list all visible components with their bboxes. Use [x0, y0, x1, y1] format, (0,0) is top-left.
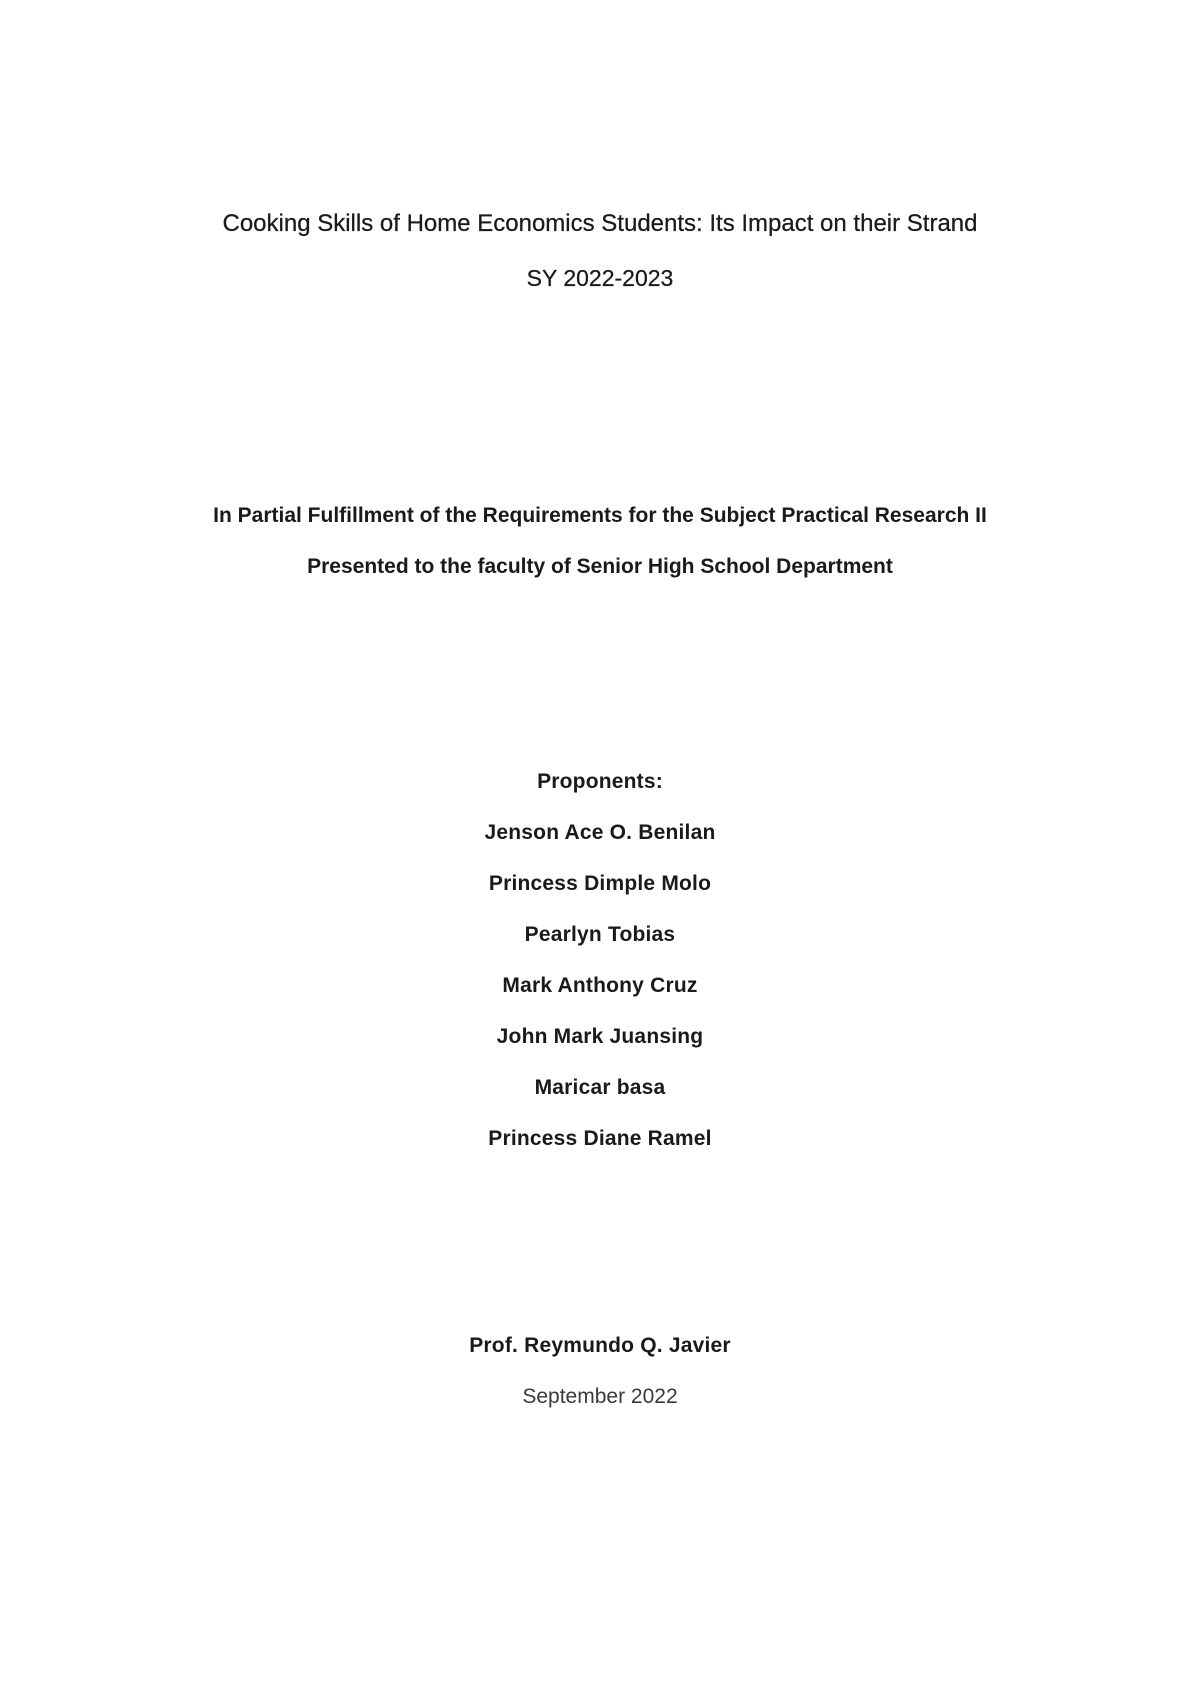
requirement-statement: In Partial Fulfillment of the Requirements for the Subject Practical Research II — [213, 504, 987, 527]
proponent-name: Princess Dimple Molo — [488, 872, 712, 895]
proponent-name: Pearlyn Tobias — [524, 923, 676, 946]
proponent-name: Maricar basa — [534, 1076, 666, 1099]
submission-date: September 2022 — [522, 1385, 678, 1408]
proponent-name: Jenson Ace O. Benilan — [484, 821, 716, 844]
adviser-name: Prof. Reymundo Q. Javier — [469, 1334, 731, 1357]
research-title: Cooking Skills of Home Economics Students: Its Impact on their Strand — [222, 210, 978, 237]
school-year: SY 2022-2023 — [526, 265, 674, 291]
proponents-heading: Proponents: — [537, 770, 663, 793]
presented-to-statement: Presented to the faculty of Senior High School Department — [307, 555, 893, 578]
proponent-name: Princess Diane Ramel — [488, 1127, 712, 1150]
proponent-name: Mark Anthony Cruz — [502, 974, 698, 997]
proponents-section — [0, 768, 1200, 1176]
proponent-name: John Mark Juansing — [496, 1025, 704, 1048]
